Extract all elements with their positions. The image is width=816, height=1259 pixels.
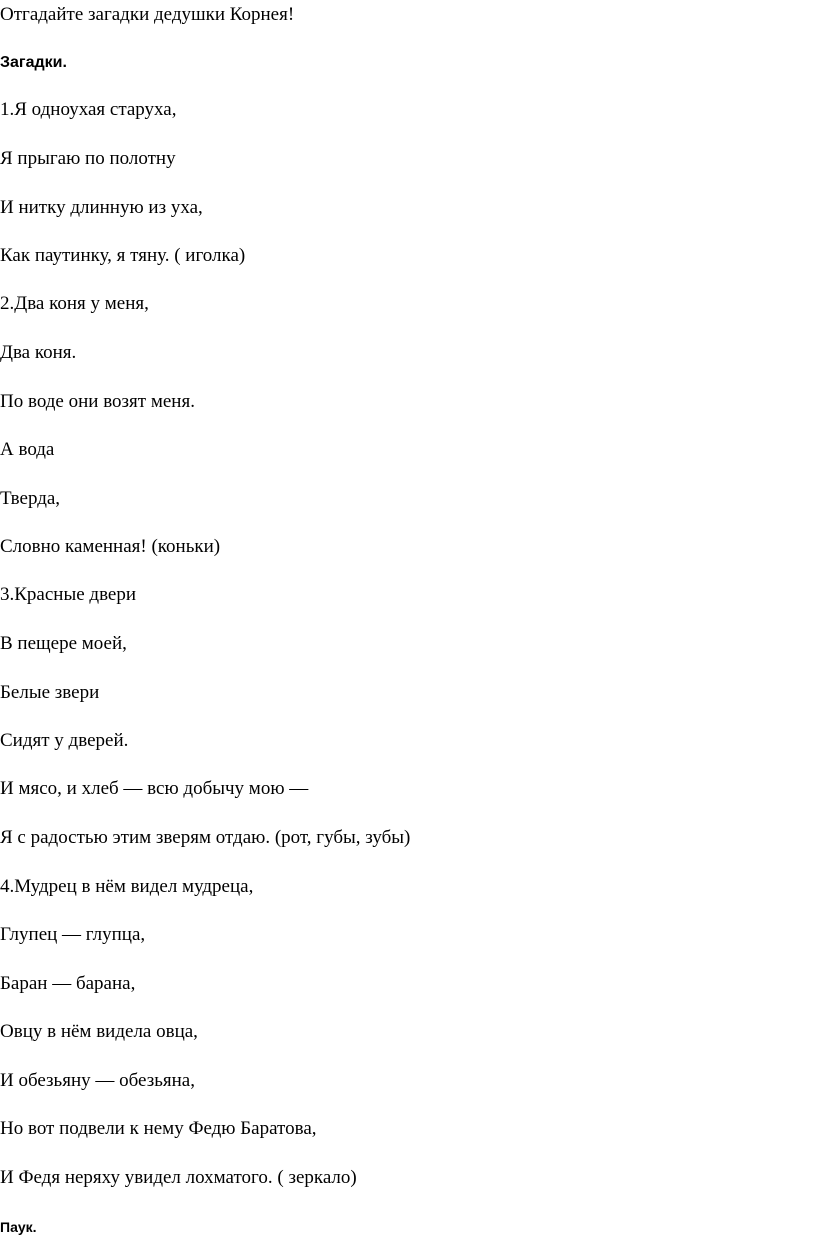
section-heading: Загадки. [0,54,67,71]
riddle-3-line-5: И мясо, и хлеб — всю добычу мою — [0,778,309,799]
riddle-1-line-3: И нитку длинную из уха, [0,197,203,218]
riddle-4-line-4: Овцу в нём видела овца, [0,1021,198,1042]
riddle-3-line-1: 3.Красные двери [0,584,137,605]
riddle-2-line-1: 2.Два коня у меня, [0,293,149,314]
riddle-1-line-4: Как паутинку, я тяну. ( иголка) [0,245,246,266]
riddle-1-line-2: Я прыгаю по полотну [0,148,176,169]
riddle-1-line-1: 1.Я одноухая старуха, [0,99,177,120]
riddle-3-line-2: В пещере моей, [0,633,127,654]
next-section-heading: Паук. [0,1219,37,1235]
riddle-3-line-4: Сидят у дверей. [0,730,129,751]
riddle-4-line-6: Но вот подвели к нему Федю Баратова, [0,1118,317,1139]
riddle-4-line-5: И обезьяну — обезьяна, [0,1070,195,1091]
riddle-2-line-6: Словно каменная! (коньки) [0,536,221,557]
riddle-2-line-5: Тверда, [0,488,61,509]
riddle-3-line-3: Белые звери [0,682,100,703]
riddle-4-line-7: И Федя неряху увидел лохматого. ( зеркало) [0,1167,357,1188]
riddle-4-line-3: Баран — барана, [0,973,136,994]
riddle-4-line-1: 4.Мудрец в нём видел мудреца, [0,876,254,897]
riddle-4-line-2: Глупец — глупца, [0,924,146,945]
riddle-2-line-2: Два коня. [0,342,77,363]
riddle-2-line-3: По воде они возят меня. [0,391,195,412]
riddle-2-line-4: А вода [0,439,55,460]
document-title: Отгадайте загадки дедушки Корнея! [0,4,295,25]
riddle-3-line-6: Я с радостью этим зверям отдаю. (рот, губы, зубы) [0,827,411,848]
